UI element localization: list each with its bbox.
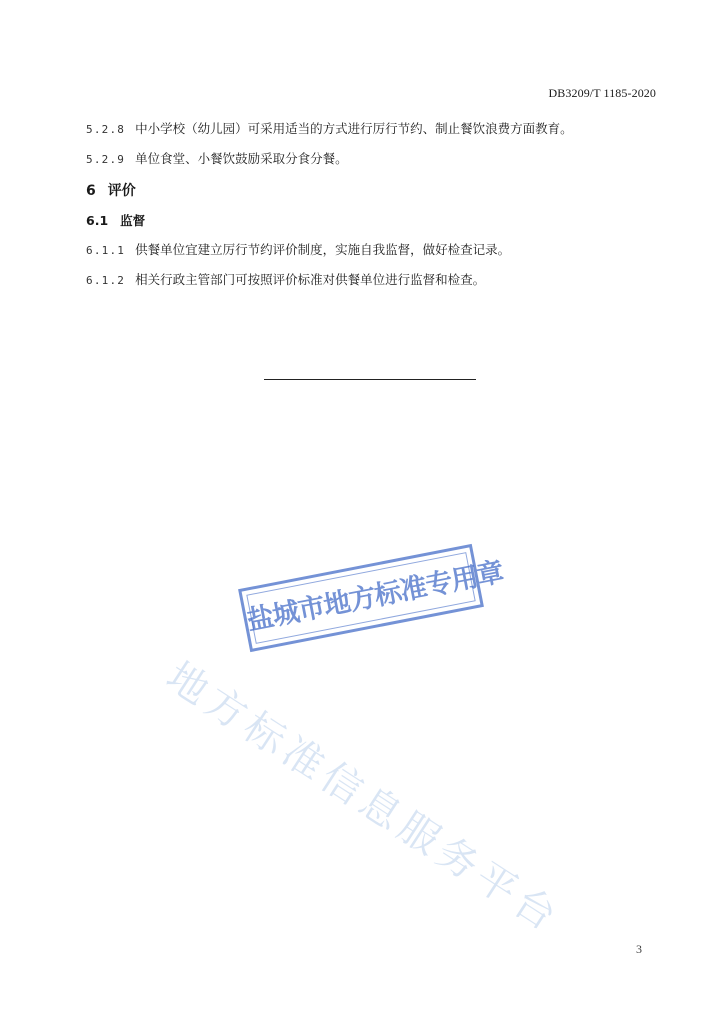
clause-5-2-9 [86,151,348,168]
end-of-document-rule [264,379,476,380]
subsection-heading-6-1 [86,211,145,229]
subsection-number: 6.1 [86,213,109,228]
document-code: DB3209/T 1185-2020 [548,86,656,100]
official-seal-stamp [238,544,506,652]
clause-6-1-1 [86,242,510,259]
stamp-text: 盐城市地方标准专用章 [244,556,506,637]
page-number: 3 [636,942,642,956]
clause-number: 5.2.8 [86,123,126,136]
section-heading-6 [86,180,136,200]
clause-text: 中小学校（幼儿园）可采用适当的方式进行厉行节约、制止餐饮浪费方面教育。 [135,121,573,136]
section-title: 评价 [107,183,136,199]
clause-number: 6.1.2 [86,274,126,287]
clause-number: 5.2.9 [86,153,126,166]
clause-text: 相关行政主管部门可按照评价标准对供餐单位进行监督和检查。 [135,272,486,287]
clause-text: 单位食堂、小餐饮鼓励采取分食分餐。 [135,151,348,166]
clause-6-1-2 [86,272,485,289]
watermark-text: 地方标准信息服务平台 [158,653,569,943]
clause-5-2-8 [86,121,573,138]
clause-text: 供餐单位宜建立厉行节约评价制度，实施自我监督，做好检查记录。 [135,242,511,257]
clause-number: 6.1.1 [86,244,126,257]
subsection-title: 监督 [120,213,146,228]
section-number: 6 [86,183,96,199]
